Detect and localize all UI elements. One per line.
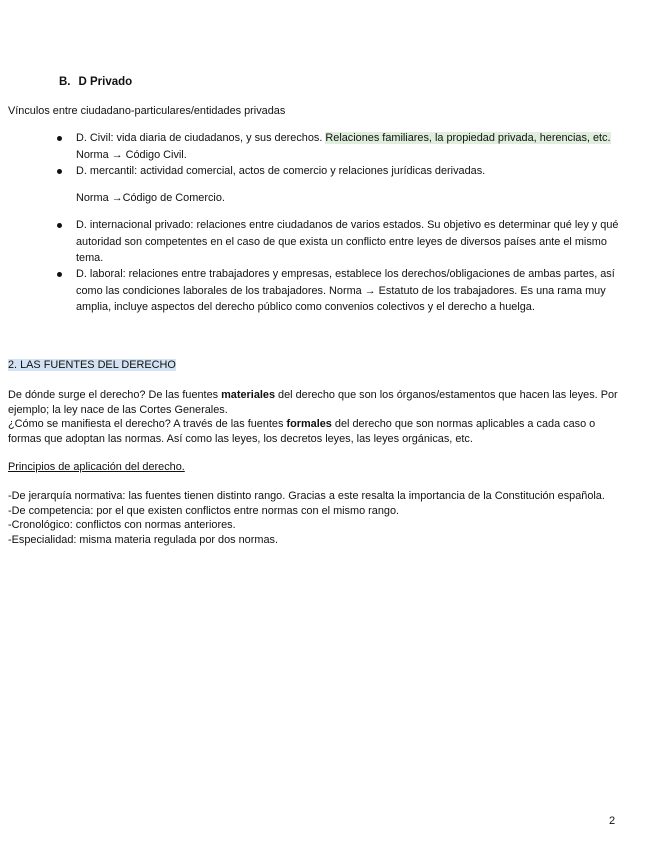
section-2-heading <box>8 358 176 373</box>
bullet-internacional <box>76 217 621 267</box>
principio-item: -De jerarquía normativa: las fuentes tienen distinto rango. Gracias a este resalta la importancia de la Constitución española. <box>8 490 605 502</box>
page-number: 2 <box>609 815 616 827</box>
fuentes-p2-bold: formales <box>286 418 332 431</box>
bullet-civil-after: Norma → Código Civil. <box>76 148 187 161</box>
bullet-laboral <box>76 266 621 316</box>
principios-heading: Principios de aplicación del derecho. <box>8 461 185 473</box>
fuentes-p1-bold: materiales <box>221 389 276 401</box>
principios-list <box>8 489 618 547</box>
bullet-dot <box>57 223 62 228</box>
fuentes-formales <box>8 417 618 446</box>
bullet-civil <box>76 130 621 163</box>
bullet-civil-text: D. Civil: vida diaria de ciudadanos, y sus derechos. <box>76 132 326 144</box>
fuentes-materiales <box>8 388 618 417</box>
bullet-dot <box>57 136 62 141</box>
principio-item: -Cronológico: conflictos con normas anteriores. <box>8 519 236 532</box>
section-2-heading-text: 2. LAS FUENTES DEL DERECHO <box>8 359 176 371</box>
fuentes-p2-b: del derecho que son normas aplicables a cada caso o formas que adoptan las normas. Así como las leyes, los decretos leyes, las leyes orgánicas, etc. <box>8 418 596 445</box>
bullet-internacional-text: D. internacional privado: relaciones entre ciudadanos de varios estados. Su objetivo es determinar qué ley y qué autoridad son competentes en el caso de que exista un conflicto entre leyes de diversos países ante el mismo tema. <box>76 219 619 265</box>
fuentes-p2-a: ¿Cómo se manifiesta el derecho? A través de las fuentes <box>8 418 287 431</box>
bullet-dot <box>57 272 62 277</box>
mercantil-norma: Norma →Código de Comercio. <box>76 192 225 204</box>
principio-item: -De competencia: por el que existen conflictos entre normas con el mismo rango. <box>8 504 400 517</box>
bullet-dot <box>57 169 62 174</box>
fuentes-paragraph <box>8 388 618 446</box>
fuentes-p1-a: De dónde surge el derecho? De las fuentes <box>8 389 222 401</box>
principio-item: -Especialidad: misma materia regulada por dos normas. <box>8 533 278 546</box>
bullet-civil-highlight: Relaciones familiares, la propiedad privada, herencias, etc. <box>325 132 611 144</box>
intro-line: Vínculos entre ciudadano-particulares/entidades privadas <box>8 105 286 117</box>
bullet-mercantil <box>76 163 621 180</box>
fuentes-p1-b: del derecho que son los órganos/estamentos que hacen las leyes. Por ejemplo; la ley nace de las Cortes Generales. <box>8 389 618 416</box>
bullet-laboral-text: D. laboral: relaciones entre trabajadores y empresas, establece los derechos/obligaciones de ambas partes, así como las condiciones laborales de los trabajadores. Norma → Estatuto de los trabajadores. Es una rama muy amplia, incluye aspectos del derecho público como convenios colectivos y el derecho a huelga. <box>76 268 615 314</box>
section-b-letter: B. <box>59 76 71 88</box>
section-b-heading <box>59 76 132 88</box>
section-b-title: D Privado <box>78 76 133 88</box>
bullet-mercantil-text: D. mercantil: actividad comercial, actos de comercio y relaciones jurídicas derivadas. <box>76 165 486 177</box>
